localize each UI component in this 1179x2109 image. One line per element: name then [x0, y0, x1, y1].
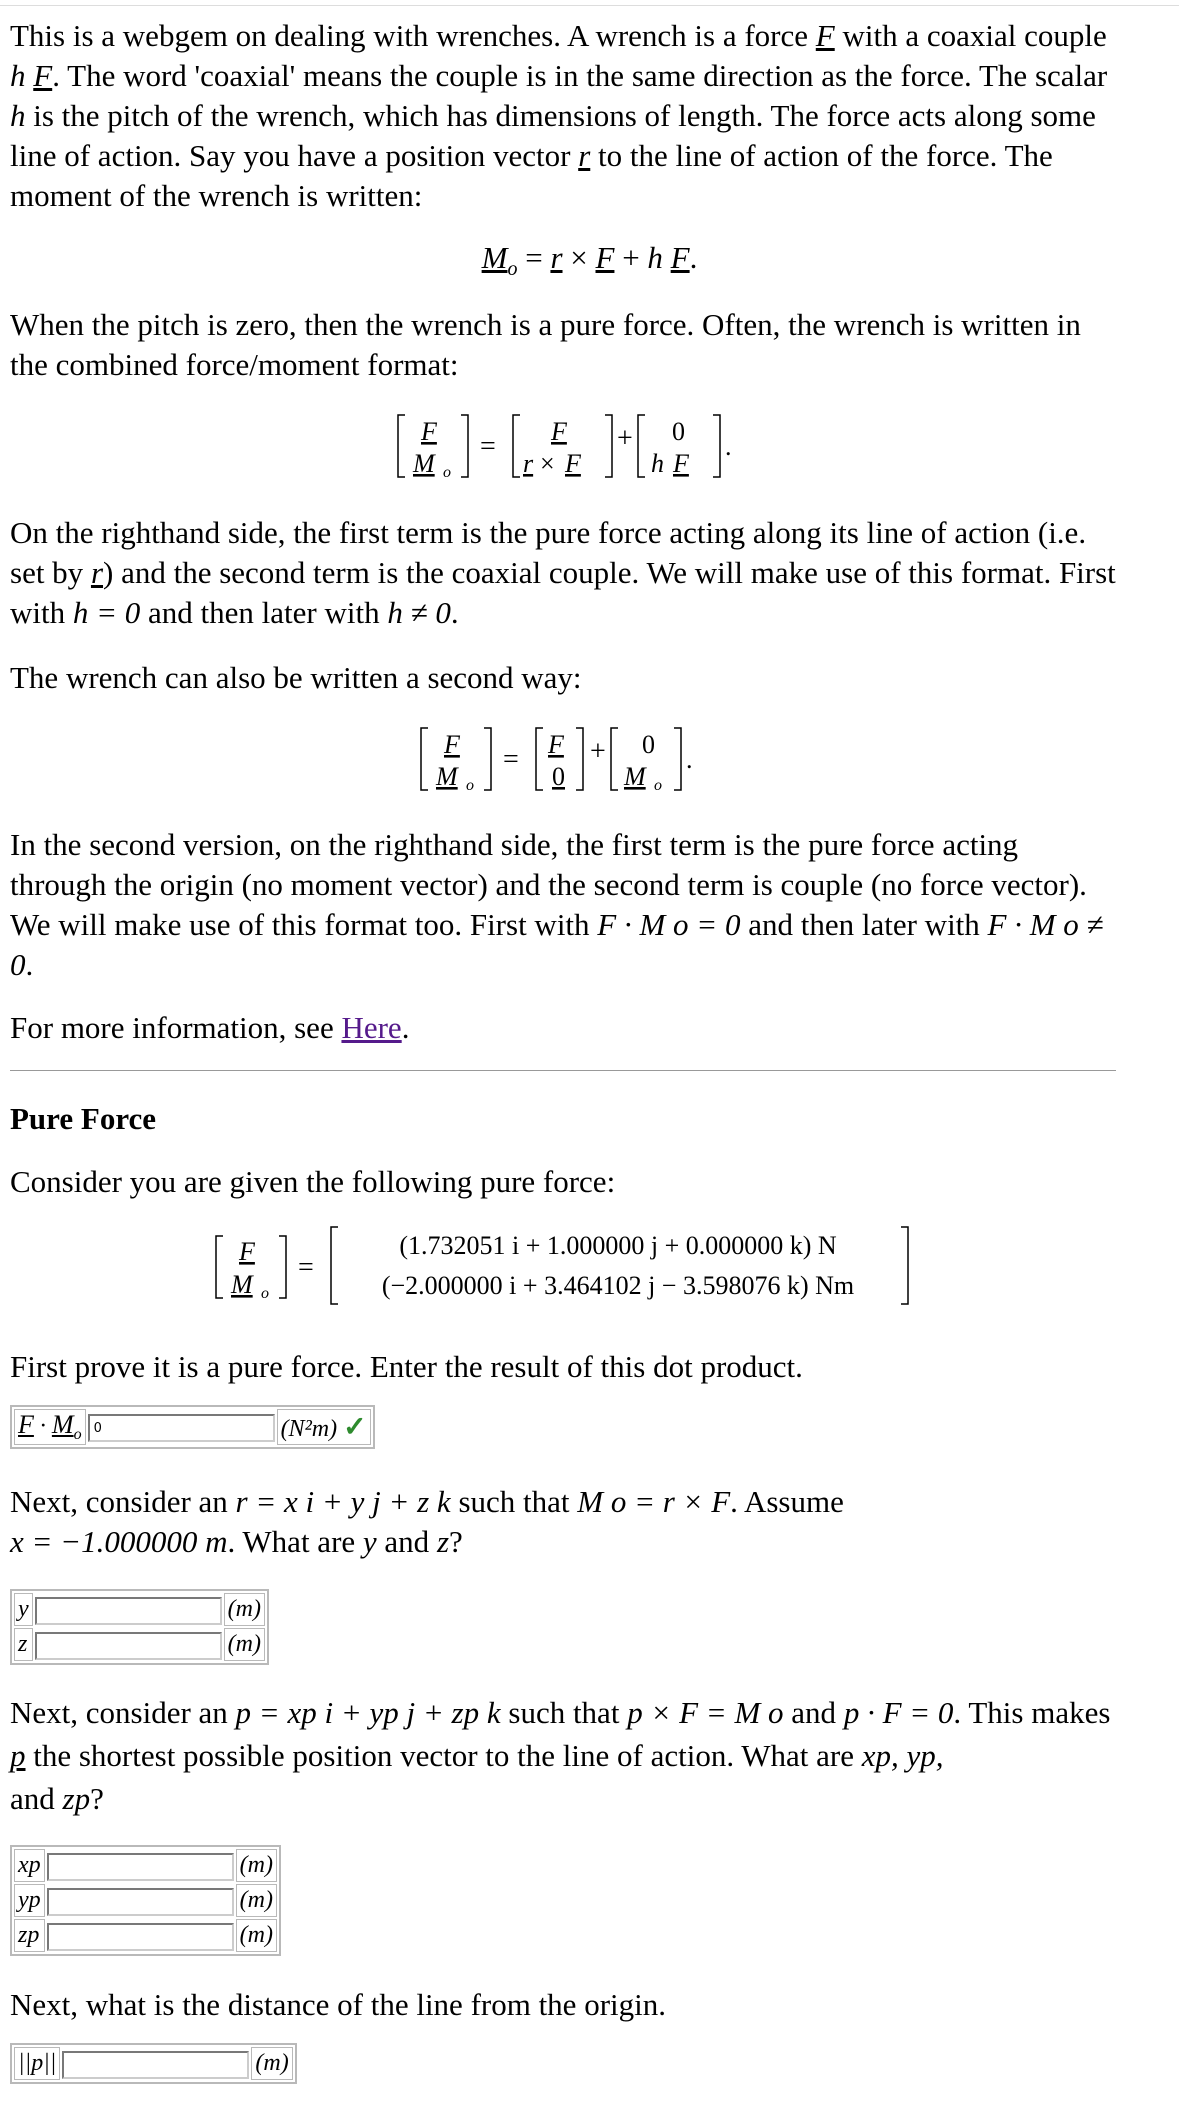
h-zero: h = 0 — [72, 595, 141, 630]
z-label: z — [14, 1628, 33, 1661]
xp-yp-symbols: xp, yp, — [861, 1738, 944, 1773]
h-nonzero: h ≠ 0 — [387, 595, 451, 630]
svg-text:F: F — [565, 449, 581, 478]
svg-text:M: M — [413, 449, 435, 478]
more-info-text: For more information, see — [10, 1010, 342, 1045]
q3-text-6: and — [10, 1781, 63, 1816]
z-unit: (m) — [224, 1628, 265, 1661]
intro-text-2: with a coaxial couple — [834, 18, 1107, 53]
second-version-paragraph — [10, 825, 1120, 985]
dot-unit — [277, 1409, 371, 1445]
p3-text-4: . — [450, 595, 459, 630]
z-input[interactable] — [35, 1632, 222, 1660]
force-row: (1.732051 i + 1.000000 j + 0.000000 k) N — [399, 1231, 837, 1260]
yp-unit: (m) — [236, 1884, 277, 1917]
q2-text-2: such that — [450, 1484, 578, 1519]
svg-text:.: . — [725, 432, 732, 461]
q2-text-5: and — [376, 1524, 437, 1559]
dot-product-input[interactable] — [88, 1414, 275, 1442]
intro-text-4: is the pitch of the wrench, which has dimensions of length. The force acts along some line of action. Say you have a position vector — [10, 98, 1096, 173]
z-row — [14, 1628, 265, 1661]
moment-relation: M o = r × F — [577, 1484, 731, 1519]
svg-text:r: r — [523, 449, 534, 478]
r-vector: r = x i + y j + z k — [235, 1484, 451, 1519]
more-info — [10, 1008, 1120, 1048]
y-row — [14, 1593, 265, 1626]
q3-text-5: the shortest possible position vector to the line of action. What are — [25, 1738, 862, 1773]
dot-relation: p · F = 0 — [843, 1695, 954, 1730]
y-symbol: y — [362, 1524, 377, 1559]
intro-text-1: This is a webgem on dealing with wrenches. A wrench is a force — [10, 18, 816, 53]
yp-input[interactable] — [47, 1888, 234, 1916]
q2-text-1: Next, consider an — [10, 1484, 236, 1519]
given-force-matrix — [213, 1222, 913, 1308]
dot-product-question: First prove it is a pure force. Enter the result of this dot product. — [10, 1349, 803, 1384]
y-label: y — [14, 1593, 33, 1626]
xp-row — [14, 1849, 277, 1882]
svg-text:.: . — [686, 745, 693, 774]
p-vector: p = xp i + yp j + zp k — [235, 1695, 501, 1730]
check-icon: ✓ — [343, 1412, 367, 1443]
p-question — [10, 1691, 1120, 1820]
dot-nonzero: F · M o ≠ 0 — [10, 907, 1104, 982]
svg-text:F: F — [421, 417, 437, 446]
p-symbol: p — [10, 1738, 26, 1773]
svg-text:o: o — [443, 464, 451, 481]
symbol-h: h — [10, 58, 26, 93]
pitch-paragraph: When the pitch is zero, then the wrench is a pure force. Often, the wrench is written in the combined force/moment format: — [10, 307, 1081, 382]
here-link[interactable]: Here — [341, 1010, 402, 1045]
x-value: x = −1.000000 m — [10, 1524, 228, 1559]
moment-row: (−2.000000 i + 3.464102 j − 3.598076 k) Nm — [381, 1271, 855, 1300]
svg-text:+: + — [590, 736, 606, 767]
second-way-paragraph: The wrench can also be written a second way: — [10, 660, 582, 695]
distance-unit: (m) — [251, 2047, 292, 2080]
svg-text:F: F — [444, 730, 460, 759]
svg-text:F: F — [551, 417, 567, 446]
more-info-end: . — [401, 1010, 410, 1045]
top-divider — [0, 5, 1179, 6]
svg-text:F: F — [548, 730, 564, 759]
svg-text:×: × — [540, 449, 555, 478]
section-title: Pure Force — [10, 1101, 157, 1136]
xp-label: xp — [14, 1849, 45, 1882]
y-unit: (m) — [224, 1593, 265, 1626]
distance-answer — [10, 2043, 297, 2084]
dot-zero: F · M o = 0 — [597, 907, 741, 942]
p3-text-3: and then later with — [140, 595, 388, 630]
svg-text:o: o — [654, 777, 662, 794]
q3-text-4: . This makes — [953, 1695, 1111, 1730]
dot-unit-text: (N²m) — [280, 1416, 338, 1442]
q2-text-3: . Assume — [730, 1484, 844, 1519]
distance-input[interactable] — [62, 2051, 249, 2079]
z-symbol: z — [436, 1524, 450, 1559]
yp-label: yp — [14, 1884, 45, 1917]
svg-text:=: = — [480, 431, 496, 462]
moment-equation: $M_o = r \times F + h$ F. — [481, 240, 698, 281]
zp-unit: (m) — [236, 1919, 277, 1952]
svg-text:+: + — [617, 423, 633, 454]
svg-text:=: = — [298, 1252, 314, 1283]
dot-product-answer — [10, 1405, 375, 1449]
svg-text:M: M — [624, 762, 646, 791]
symbol-r: r — [578, 138, 591, 173]
yz-answer-table — [10, 1589, 269, 1665]
righthand-paragraph: On the righthand side, the first term is the pure force acting along its line of action (i.e. set by r) and the second term is the coaxial couple. We will make use of this format. First with h = 0 and then later with h ≠ 0. — [10, 515, 1116, 630]
r-question — [10, 1482, 1120, 1562]
q2-text-6: ? — [449, 1524, 463, 1559]
zp-row — [14, 1919, 277, 1952]
p3-text-1: On the righthand side, the first term is the pure force acting along its line of action (i.e. set by — [10, 515, 1087, 590]
intro-text-3: . The word 'coaxial' means the couple is in the same direction as the force. The scalar — [52, 58, 1108, 93]
q3-text-3: and — [783, 1695, 844, 1730]
p5-text-3: . — [25, 947, 34, 982]
svg-text:h: h — [651, 449, 664, 478]
svg-text:=: = — [503, 744, 519, 775]
second-format-equation — [418, 718, 738, 798]
svg-text:0: 0 — [672, 417, 685, 446]
zp-label: zp — [14, 1919, 45, 1952]
svg-text:F: F — [673, 449, 689, 478]
combined-format-equation — [395, 405, 755, 485]
svg-text:M: M — [436, 762, 458, 791]
intro-paragraph: This is a webgem on dealing with wrenches. A wrench is a force F with a coaxial couple h F. The word 'coaxial' means the couple is in the same direction as the force. The scalar h is the pitch of the wrench, which has dimensions of length. The force acts along some line of action. Say you have a position vector r to the line of action of the force. The moment of the wrench is written: — [10, 18, 1108, 213]
svg-text:0: 0 — [552, 762, 565, 791]
q2-text-4: . What are — [227, 1524, 363, 1559]
q3-text-7: ? — [90, 1781, 104, 1816]
svg-text:0: 0 — [642, 730, 655, 759]
xp-input[interactable] — [47, 1853, 234, 1881]
intro-text-5: to the line of action of the force. The moment of the wrench is written: — [10, 138, 1053, 213]
cross-relation: p × F = M o — [627, 1695, 784, 1730]
svg-text:F: F — [239, 1237, 255, 1266]
y-input[interactable] — [35, 1597, 222, 1625]
distance-question: Next, what is the distance of the line from the origin. — [10, 1987, 666, 2022]
given-paragraph: Consider you are given the following pure force: — [10, 1164, 616, 1199]
svg-text:o: o — [261, 1285, 269, 1302]
section-divider — [10, 1070, 1116, 1071]
p5-text-2: and then later with — [740, 907, 988, 942]
dot-label: $F \cdot M_o$ — [14, 1409, 86, 1445]
p5-text-1: In the second version, on the righthand side, the first term is the pure force acting through the origin (no moment vector) and the second term is couple (no force vector). We will make use of this format too. First with — [10, 827, 1087, 942]
q3-text-1: Next, consider an — [10, 1695, 236, 1730]
zp-symbol: zp — [62, 1781, 91, 1816]
zp-input[interactable] — [47, 1923, 234, 1951]
xp-unit: (m) — [236, 1849, 277, 1882]
svg-text:o: o — [466, 777, 474, 794]
distance-label: ||p|| — [14, 2047, 60, 2080]
p-answer-table — [10, 1845, 281, 1956]
p3-text-2: ) and the second term is the coaxial couple. We will make use of this format. First with — [10, 555, 1116, 630]
q3-text-2: such that — [500, 1695, 628, 1730]
svg-text:M: M — [231, 1270, 253, 1299]
yp-row — [14, 1884, 277, 1917]
symbol-F: F — [815, 18, 835, 53]
